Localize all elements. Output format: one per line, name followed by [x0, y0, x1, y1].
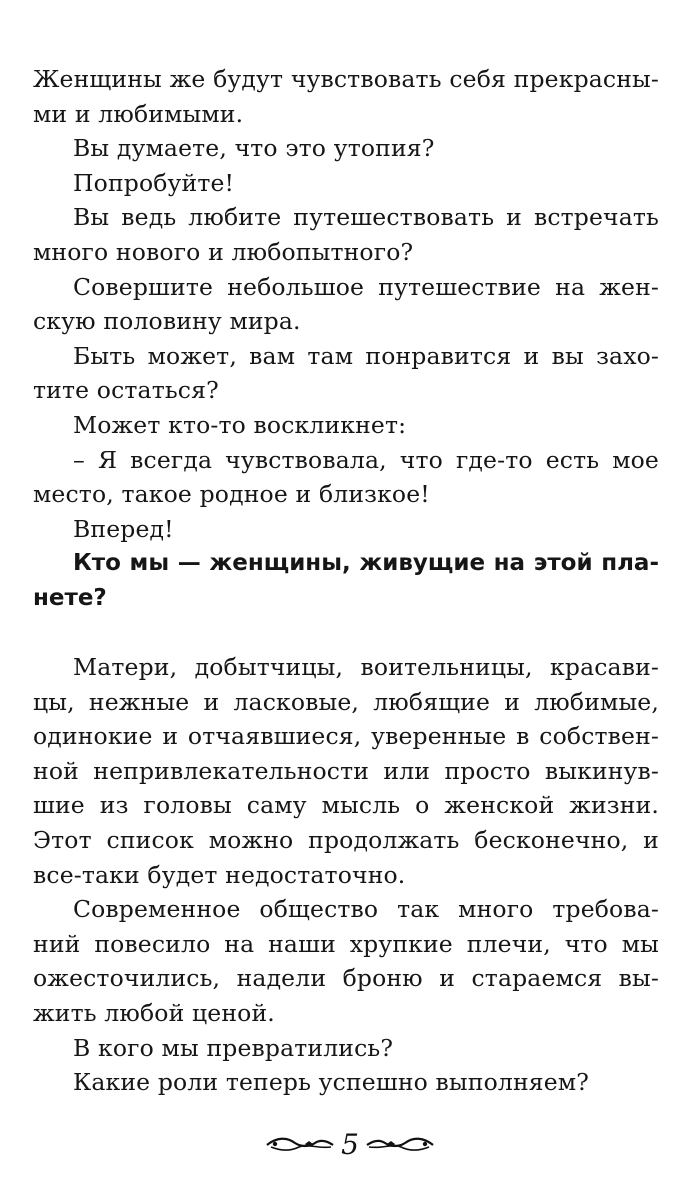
text-line: много нового и любопытного? — [33, 237, 414, 266]
text-line: ной непривлекательности или просто выкинув- — [33, 756, 659, 785]
paragraph — [33, 408, 659, 443]
paragraph — [33, 62, 659, 131]
text-line: В кого мы превратились? — [73, 1033, 394, 1062]
paragraph — [33, 443, 659, 512]
paragraph — [33, 339, 659, 408]
paragraph — [33, 512, 659, 547]
text-line: скую половину мира. — [33, 307, 301, 336]
ornament-left-icon — [265, 1133, 335, 1155]
text-line: ний повесило на наши хрупкие плечи, что мы — [33, 929, 659, 958]
text-line: Женщины же будут чувствовать себя прекрасны- — [33, 65, 659, 93]
text-line: Может кто-то воскликнет: — [73, 410, 407, 439]
paragraph — [33, 270, 659, 339]
paragraph — [33, 1031, 659, 1066]
text-line: ожесточились, надели броню и стараемся вы- — [33, 964, 659, 993]
text-block-top — [33, 62, 659, 546]
text-line: шие из головы саму мысль о женской жизни. — [33, 791, 659, 820]
text-line: жить любой ценой. — [33, 998, 275, 1027]
paragraph — [33, 1065, 659, 1100]
text-line: тите остаться? — [33, 376, 219, 405]
paragraph — [33, 650, 659, 892]
page-number: 5 — [341, 1127, 359, 1161]
text-line: цы, нежные и ласковые, любящие и любимые, — [33, 687, 659, 716]
page-footer — [0, 1124, 700, 1164]
paragraph — [33, 131, 659, 166]
text-line: – Я всегда чувствовала, что где-то есть мое — [73, 445, 659, 474]
heading-text — [33, 546, 659, 615]
text-line: место, такое родное и близкое! — [33, 480, 430, 509]
heading-line: Кто мы — женщины, живущие на этой пла- — [73, 550, 659, 576]
text-line: одинокие и отчаявшиеся, уверенные в собствен- — [33, 722, 659, 751]
text-line: Вы ведь любите путешествовать и встречать — [73, 203, 659, 232]
text-line: Попробуйте! — [73, 168, 235, 197]
ornament-right-icon — [365, 1133, 435, 1155]
text-line: Современное общество так много требова- — [73, 895, 659, 924]
paragraph — [33, 892, 659, 1030]
section-heading — [33, 546, 659, 615]
text-line: все-таки будет недостаточно. — [33, 860, 406, 889]
text-line: Вперед! — [73, 514, 174, 543]
paragraph — [33, 166, 659, 201]
text-line: Какие роли теперь успешно выполняем? — [73, 1068, 589, 1097]
heading-line: нете? — [33, 584, 107, 611]
text-line: Матери, добытчицы, воительницы, красави- — [73, 653, 659, 681]
text-line: Быть может, вам там понравится и вы захо- — [73, 341, 659, 370]
text-line: Этот список можно продолжать бесконечно, и — [33, 825, 659, 854]
text-block-bottom — [33, 650, 659, 1100]
text-line: Вы думаете, что это утопия? — [73, 134, 435, 163]
paragraph — [33, 200, 659, 269]
text-line: Совершите небольшое путешествие на жен- — [73, 272, 659, 301]
text-line: ми и любимыми. — [33, 99, 244, 128]
